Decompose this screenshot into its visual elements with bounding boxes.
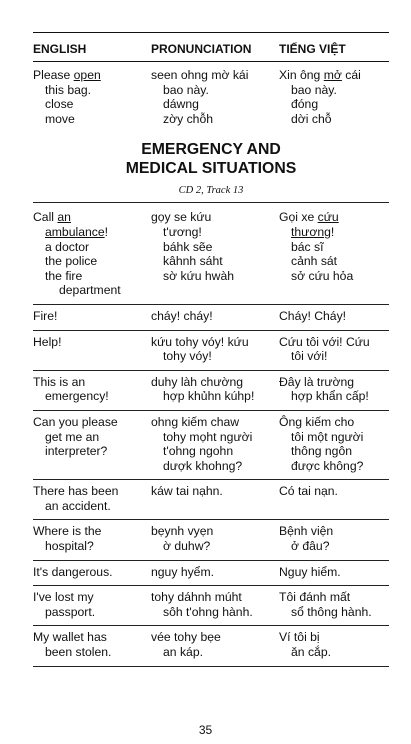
pronunciation-line: vée tohy bẹe — [151, 630, 221, 645]
pronunciation-line: an káp. — [163, 645, 203, 660]
pronunciation-line: seen ohng mờ kái — [151, 68, 249, 82]
english-line: Fire! — [33, 308, 58, 323]
pronunciation-line: tohy vóy! — [163, 349, 212, 364]
english-line: There has been — [33, 484, 119, 499]
english-line: hospital? — [45, 539, 94, 554]
pronunciation-line: ohng kiếm chaw — [151, 414, 240, 429]
vietnamese-line: Ví tôi bị — [279, 630, 320, 645]
vietnamese-line: Cháy! Cháy! — [279, 308, 347, 323]
column-header — [33, 33, 389, 61]
pronunciation-line: tohy mọht người — [163, 429, 253, 444]
pronunciation-line: t'ohng ngohn — [163, 444, 234, 459]
vietnamese-line: Bệnh viện — [279, 524, 334, 539]
vietnamese-line: Có tai nạn. — [279, 484, 338, 499]
english-line: Help! — [33, 334, 62, 349]
english-line: Can you please — [33, 414, 118, 429]
vietnamese-line: ăn cắp. — [291, 645, 331, 660]
english-line: passport. — [45, 604, 96, 619]
vietnamese-line: thông ngôn — [291, 444, 352, 459]
pronunciation-line: cháy! cháy! — [151, 308, 213, 323]
english-line: Please open — [33, 68, 101, 82]
english-line: move — [45, 111, 75, 126]
phrasebook-page — [33, 32, 389, 667]
english-line: My wallet has — [33, 630, 107, 645]
page-number: 35 — [198, 723, 213, 737]
phrase-row — [33, 586, 389, 625]
pronunciation-line: zờy chỗh — [163, 111, 213, 126]
audio-track-label: CD 2, Track 13 — [178, 185, 244, 197]
pronunciation-line: tohy dáhnh múht — [151, 590, 242, 605]
english-line: been stolen. — [45, 645, 112, 660]
pronunciation-line: hợp khủhn kúhp! — [163, 389, 255, 404]
english-line: get me an — [45, 429, 100, 444]
phrase-row — [33, 411, 389, 479]
header-vietnamese: TIẾNG VIỆT — [279, 42, 346, 56]
vietnamese-line: được không? — [291, 458, 364, 473]
phrase-row-call-ambulance: Call an ambulance! a doctor the police the fire department gọy se kứu t'ương! báhk sẽe kâhnh sáht sờ kứu hwàh Gọi xe cứu thương! bác sĩ cảnh sát sở cứu hỏa — [33, 210, 354, 298]
pronunciation-line: káw tai nạhn. — [151, 484, 223, 499]
vietnamese-line: tôi với! — [291, 349, 328, 364]
phrase-row — [33, 371, 389, 410]
header-pronunciation: PRONUNCIATION — [151, 42, 252, 56]
english-line: close — [45, 97, 74, 112]
phrase-row-open-bag — [33, 62, 389, 132]
phrase-row — [33, 305, 389, 330]
english-line: emergency! — [45, 389, 109, 404]
pronunciation-line: kứu tohy vóy! kứu — [151, 334, 249, 349]
vietnamese-line: Đây là trường — [279, 374, 355, 389]
english-line: an accident. — [45, 498, 111, 513]
vietnamese-line: Cứu tôi với! Cứu — [279, 334, 370, 349]
section-title: EMERGENCY AND MEDICAL SITUATIONS — [125, 141, 297, 178]
pronunciation-line: dượk khohng? — [163, 458, 243, 473]
vietnamese-line: đóng — [291, 97, 319, 112]
vietnamese-line: sổ thông hành. — [291, 604, 372, 619]
phrase-row — [33, 626, 389, 665]
english-line: interpreter? — [45, 444, 108, 459]
vietnamese-line: Nguy hiểm. — [279, 564, 341, 579]
row-divider — [33, 666, 389, 667]
phrase-row — [33, 520, 389, 559]
phrase-row — [33, 561, 389, 586]
vietnamese-line: hợp khẩn cấp! — [291, 389, 369, 404]
vietnamese-line: Ông kiếm cho — [279, 414, 355, 429]
english-line: this bag. — [45, 82, 92, 97]
pronunciation-line: sôh t'ohng hành. — [163, 604, 253, 619]
phrase-row — [33, 480, 389, 519]
phrase-row — [33, 331, 389, 370]
vietnamese-line: dời chỗ — [291, 111, 332, 126]
pronunciation-line: duhy làh chường — [151, 374, 244, 389]
header-english: ENGLISH — [33, 42, 87, 56]
english-line: I've lost my — [33, 590, 94, 605]
english-line: This is an — [33, 374, 86, 389]
english-line: It's dangerous. — [33, 564, 113, 579]
pronunciation-line: nguy hyểm. — [151, 564, 215, 579]
vietnamese-line: Xin ông mở cái — [279, 68, 361, 82]
pronunciation-line: bẹynh vyẹn — [151, 524, 214, 539]
vietnamese-line: Tôi đánh mất — [279, 590, 351, 605]
pronunciation-line: dáwng — [163, 97, 199, 112]
vietnamese-line: bao này. — [291, 82, 337, 97]
vietnamese-line: ở đâu? — [291, 539, 330, 554]
pronunciation-line: bao này. — [163, 82, 209, 97]
phrase-list — [33, 304, 389, 667]
vietnamese-line: tôi một người — [291, 429, 364, 444]
pronunciation-line: ờ duhw? — [163, 539, 211, 554]
english-line: Where is the — [33, 524, 102, 539]
